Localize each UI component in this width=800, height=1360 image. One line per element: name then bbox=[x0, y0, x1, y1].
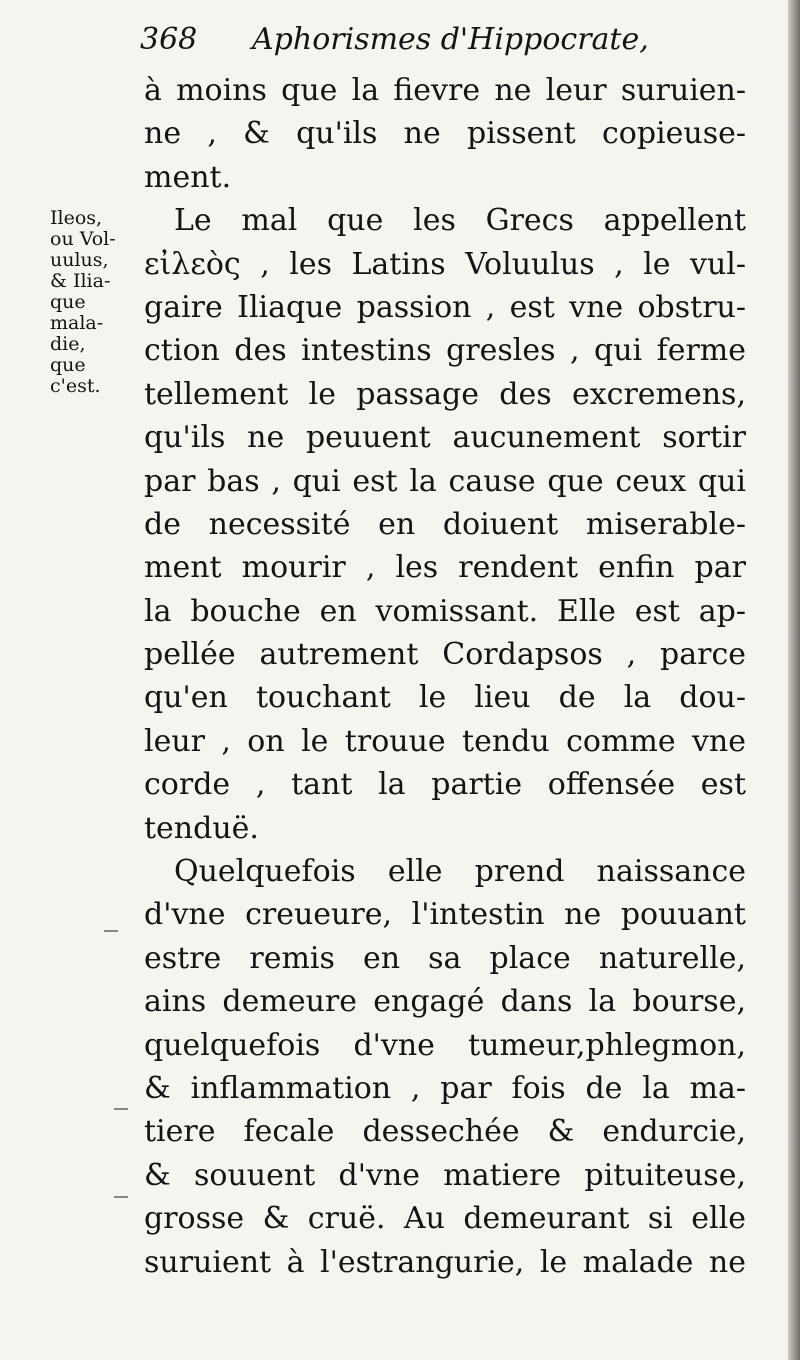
text-line: tenduë. bbox=[144, 810, 259, 846]
text-line: ction des intestins gresles , qui ferme bbox=[144, 333, 746, 369]
text-line: leur , on le trouue tendu comme vne bbox=[144, 723, 746, 759]
text-line: la bouche en vomissant. Elle est ap- bbox=[144, 593, 746, 629]
text-line: grosse & cruë. Au demeurant si elle bbox=[144, 1201, 746, 1237]
text-line: qu'ils ne peuuent aucunement sortir bbox=[144, 420, 746, 456]
text-line: suruient à l'estrangurie, le malade ne bbox=[144, 1244, 746, 1280]
text-line: d'vne creueure, l'intestin ne pouuant bbox=[144, 897, 746, 933]
margin-note-line: mala- bbox=[50, 312, 104, 334]
text-line: ne , & qu'ils ne pissent copieuse- bbox=[144, 116, 746, 152]
margin-note-line: ou Vol- bbox=[50, 228, 116, 250]
text-line: tellement le passage des excremens, bbox=[144, 376, 746, 412]
body-text bbox=[144, 69, 746, 1284]
margin-note-line: c'est. bbox=[50, 375, 101, 397]
margin-note-line: die, bbox=[50, 333, 86, 355]
margin-note-line: que bbox=[50, 291, 86, 313]
text-line: ment mourir , les rendent enfin par bbox=[144, 550, 746, 586]
running-header bbox=[140, 18, 780, 68]
text-line: par bas , qui est la cause que ceux qui bbox=[144, 463, 746, 499]
stray-mark bbox=[104, 930, 118, 932]
page-edge bbox=[788, 0, 800, 1360]
running-title: Aphorismes d'Hippocrate, bbox=[252, 22, 649, 57]
text-line: tiere fecale dessechée & endurcie, bbox=[144, 1114, 746, 1150]
text-line: εἰλεὸς , les Latins Voluulus , le vul- bbox=[144, 246, 746, 282]
text-line: quelquefois d'vne tumeur,phlegmon, bbox=[144, 1027, 746, 1063]
text-line: corde , tant la partie offensée est bbox=[144, 767, 746, 803]
text-line: estre remis en sa place naturelle, bbox=[144, 940, 746, 976]
page-number: 368 bbox=[140, 22, 198, 57]
text-line: à moins que la fievre ne leur suruien- bbox=[144, 73, 746, 108]
text-line: ains demeure engagé dans la bourse, bbox=[144, 984, 746, 1020]
text-line: Quelquefois elle prend naissance bbox=[174, 854, 746, 890]
text-line: qu'en touchant le lieu de la dou- bbox=[144, 680, 746, 716]
margin-note-line: que bbox=[50, 354, 86, 376]
text-line: & inflammation , par fois de la ma- bbox=[144, 1070, 746, 1106]
margin-note-line: & Ilia- bbox=[50, 270, 111, 292]
margin-note bbox=[50, 208, 130, 397]
stray-mark bbox=[114, 1196, 128, 1198]
text-line: Le mal que les Grecs appellent bbox=[174, 203, 746, 239]
margin-note-line: Ileos, bbox=[50, 207, 103, 229]
stray-mark bbox=[114, 1108, 128, 1110]
text-line: pellée autrement Cordapsos , parce bbox=[144, 637, 746, 673]
text-line: ment. bbox=[144, 159, 232, 195]
text-line: gaire Iliaque passion , est vne obstru- bbox=[144, 289, 746, 325]
text-line: & souuent d'vne matiere pituiteuse, bbox=[144, 1157, 746, 1193]
text-line: de necessité en doiuent miserable- bbox=[144, 506, 746, 542]
margin-note-line: uulus, bbox=[50, 249, 109, 271]
